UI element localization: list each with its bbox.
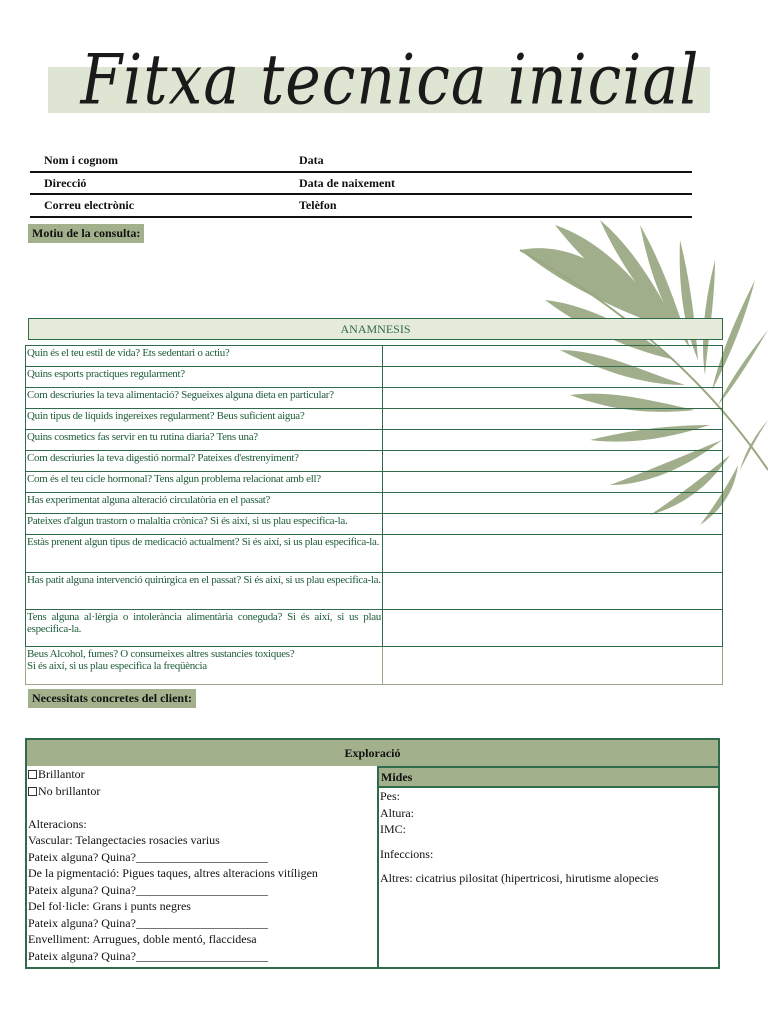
table-row xyxy=(26,346,723,367)
pateix-line: Pateix alguna? Quina?______________________ xyxy=(28,882,268,897)
question-cell: Beus Alcohol, fumes? O consumeixes altres sustancies toxiques? Si és així, si us plau especifica la freqüència xyxy=(26,647,383,685)
exploracio-left-column xyxy=(27,766,379,967)
answer-cell[interactable] xyxy=(383,388,723,409)
anamnesis-heading: ANAMNESIS xyxy=(28,318,723,340)
question-cell: Quin tipus de líquids ingereixes regularment? Beus suficient aigua? xyxy=(26,409,383,430)
pes-label: Pes: xyxy=(380,789,401,803)
question-cell: Quin és el teu estil de vida? Ets sedentari o actiu? xyxy=(26,346,383,367)
question-cell: Com és el teu cicle hormonal? Tens algun problema relacionat amb ell? xyxy=(26,472,383,493)
checkbox-icon[interactable] xyxy=(28,770,37,779)
name-label: Nom i cognom xyxy=(44,153,118,167)
question-cell: Pateixes d'algun trastorn o malaltia crònica? Si és així, si us plau especifica-la. xyxy=(26,514,383,535)
motiu-consulta-label: Motiu de la consulta: xyxy=(28,224,144,243)
table-row xyxy=(26,610,723,647)
altres-label: Altres: cicatrius pilositat (hipertricosi, hirutisme alopecies xyxy=(380,871,659,885)
answer-cell[interactable] xyxy=(383,610,723,647)
necessitats-label: Necessitats concretes del client: xyxy=(28,689,196,708)
address-label: Direcció xyxy=(44,175,87,190)
checkbox-row[interactable] xyxy=(28,783,377,800)
question-cell: Estàs prenent algun tipus de medicació actualment? Si és així, si us plau especifica-la. xyxy=(26,535,383,573)
question-cell: Has experimentat alguna alteració circulatòria en el passat? xyxy=(26,493,383,514)
question-cell: Tens alguna al·lèrgia o intolerància alimentària coneguda? Si és així, si us plau especifica-la. xyxy=(26,610,383,647)
checkbox-label: No brillantor xyxy=(38,783,101,798)
answer-cell[interactable] xyxy=(383,647,723,685)
checkbox-icon[interactable] xyxy=(28,787,37,796)
pateix-line: Pateix alguna? Quina?______________________ xyxy=(28,915,268,930)
exploracio-heading: Exploració xyxy=(27,740,718,766)
birthdate-label: Data de naixement xyxy=(299,175,395,190)
answer-cell[interactable] xyxy=(383,535,723,573)
imc-label: IMC: xyxy=(380,822,407,836)
question-cell: Com descriuries la teva digestió normal? Pateixes d'estrenyiment? xyxy=(26,451,383,472)
checkbox-label: Brillantor xyxy=(38,767,85,781)
question-cell: Quins cosmetics fas servir en tu rutina diaria? Tens una? xyxy=(26,430,383,451)
table-row xyxy=(26,472,723,493)
info-row xyxy=(30,195,692,218)
table-row xyxy=(26,535,723,573)
checkbox-row[interactable] xyxy=(28,766,377,783)
answer-cell[interactable] xyxy=(383,367,723,388)
info-row xyxy=(30,150,692,173)
question-cell: Com descriuries la teva alimentació? Segueixes alguna dieta en particular? xyxy=(26,388,383,409)
exploracio-right-column xyxy=(379,766,718,967)
table-row xyxy=(26,388,723,409)
mides-heading: Mides xyxy=(379,766,718,788)
pigmentacio-text: De la pigmentació: Pigues taques, altres alteracions vitíligen xyxy=(28,866,318,880)
folicle-text: Del fol·licle: Grans i punts negres xyxy=(28,899,191,913)
table-row xyxy=(26,514,723,535)
alteracions-label: Alteracions: xyxy=(28,816,87,831)
table-row xyxy=(26,451,723,472)
pateix-line: Pateix alguna? Quina?______________________ xyxy=(28,849,268,864)
table-row xyxy=(26,367,723,388)
table-row xyxy=(26,573,723,610)
exploracio-section xyxy=(25,738,720,969)
info-row xyxy=(30,173,692,196)
page-title: Fitxa tecnica inicial xyxy=(80,40,700,121)
table-row xyxy=(26,409,723,430)
date-label: Data xyxy=(299,153,324,167)
email-label: Correu electrònic xyxy=(44,198,135,212)
answer-cell[interactable] xyxy=(383,451,723,472)
client-info-block xyxy=(30,150,692,218)
altura-label: Altura: xyxy=(380,805,414,820)
anamnesis-table xyxy=(25,345,723,685)
question-cell: Has patit alguna intervenció quirúrgica en el passat? Si és així, si us plau especifica-la. xyxy=(26,573,383,610)
question-cell: Quins esports practiques regularment? xyxy=(26,367,383,388)
answer-cell[interactable] xyxy=(383,472,723,493)
answer-cell[interactable] xyxy=(383,430,723,451)
infeccions-label: Infeccions: xyxy=(380,846,434,861)
answer-cell[interactable] xyxy=(383,514,723,535)
table-row xyxy=(26,647,723,685)
table-row xyxy=(26,493,723,514)
answer-cell[interactable] xyxy=(383,409,723,430)
envelliment-text: Envelliment: Arrugues, doble mentó, flaccidesa xyxy=(28,932,257,946)
vascular-text: Vascular: Telangectacies rosacies varius xyxy=(28,833,220,847)
answer-cell[interactable] xyxy=(383,573,723,610)
phone-label: Telèfon xyxy=(299,198,337,212)
answer-cell[interactable] xyxy=(383,493,723,514)
pateix-line: Pateix alguna? Quina?______________________ xyxy=(28,948,268,963)
answer-cell[interactable] xyxy=(383,346,723,367)
table-row xyxy=(26,430,723,451)
